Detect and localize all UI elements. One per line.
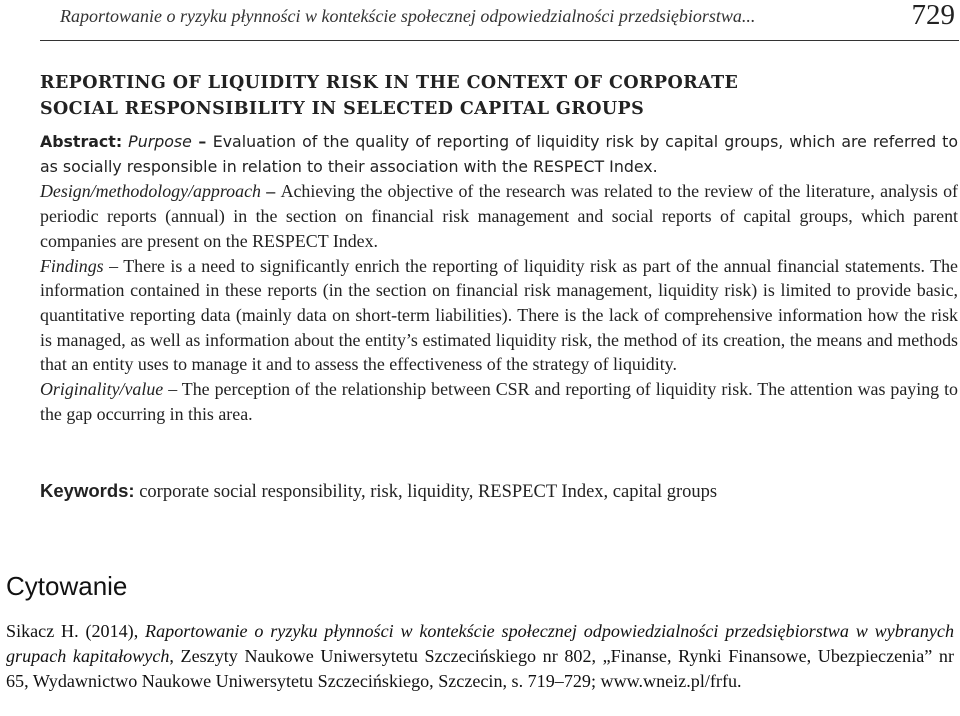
purpose-label: Purpose — [128, 132, 192, 151]
design-label: Design/methodology/approach — [40, 181, 261, 202]
citation-paragraph — [6, 619, 954, 695]
citation-author: Sikacz H. (2014), — [6, 621, 146, 641]
abstract-originality — [40, 377, 958, 426]
findings-label: Findings — [40, 255, 104, 276]
citation-rest: , Zeszyty Naukowe Uniwersytetu Szczecińskiego nr 802, „Finanse, Rynki Finansowe, Ubezpieczenia” nr 65, Wydawnictwo Naukowe Uniwersytetu Szczecińskiego, Szczecin, s. 719–729; www.wneiz.pl/frfu. — [6, 646, 954, 692]
design-text: Achieving the objective of the research was related to the review of the literature, analysis of periodic reports (annual) in the section on financial risk management and social reports of capital groups, which parent companies are present on the RESPECT Index. — [40, 181, 959, 251]
abstract-design — [40, 179, 958, 253]
purpose-dash: – — [191, 132, 213, 151]
originality-dash: – — [163, 379, 182, 400]
citation-heading: Cytowanie — [6, 571, 128, 601]
abstract-findings — [40, 254, 958, 378]
abstract-label: Abstract: — [40, 132, 123, 151]
keywords — [40, 479, 958, 504]
paper-title-line-1: REPORTING OF LIQUIDITY RISK IN THE CONTEXT OF CORPORATE — [40, 73, 739, 93]
originality-label: Originality/value — [40, 379, 164, 400]
keywords-text: corporate social responsibility, risk, liquidity, RESPECT Index, capital groups — [134, 482, 718, 502]
paper-title — [40, 70, 920, 122]
abstract — [40, 130, 958, 426]
findings-dash: – — [103, 255, 124, 276]
citation-title: Raportowanie o ryzyku płynności w kontekście społecznej odpowiedzialności przedsiębiorstwa w wybranych grupach kapitałowych — [6, 621, 954, 667]
purpose-text: Evaluation of the quality of reporting of liquidity risk by capital groups, which are referred to as socially responsible in relation to their association with the RESPECT Index. — [40, 132, 958, 176]
keywords-label: Keywords: — [40, 480, 135, 501]
running-title: Raportowanie o ryzyku płynności w kontekście społecznej odpowiedzialności przedsiębiorstwa... — [60, 6, 756, 26]
abstract-purpose — [40, 130, 958, 179]
page-number: 729 — [911, 0, 955, 31]
originality-text: The perception of the relationship between CSR and reporting of liquidity risk. The attention was paying to the gap occurring in this area. — [40, 379, 958, 424]
running-header — [40, 0, 959, 41]
paper-title-line-2: SOCIAL RESPONSIBILITY IN SELECTED CAPITAL GROUPS — [40, 99, 645, 119]
design-dash: – — [260, 181, 281, 202]
findings-text: There is a need to significantly enrich the reporting of liquidity risk as part of the annual financial statements. The information contained in these reports (in the section on financial risk management, liquidity risk) is limited to provide basic, quantitative reporting data (mainly data on short-term liabilities). There is the lack of comprehensive information how the risk is managed, as well as information about the entity’s estimated liquidity risk, the method of its creation, the means and methods that an entity uses to manage it and to assess the effectiveness of the strategy of liquidity. — [40, 255, 958, 375]
citation-text — [6, 619, 954, 695]
